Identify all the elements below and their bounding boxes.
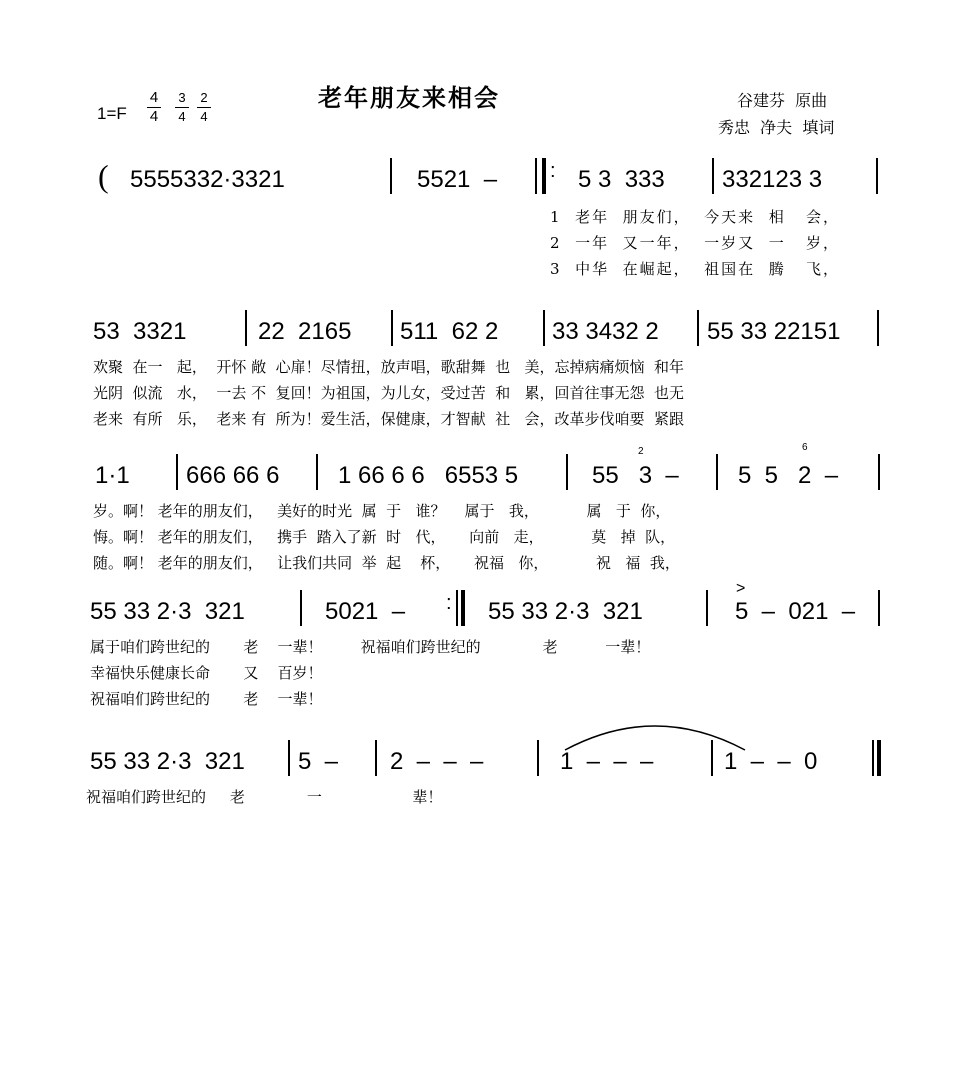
s1-measure-4: 332123 3 <box>722 166 823 193</box>
s2-measure-4: 33 3432 2 <box>552 318 659 345</box>
tie-arc <box>560 714 750 754</box>
s4-lyric-verse-1: 属于咱们跨世纪的 老 一辈！ 祝福咱们跨世纪的 老 一辈！ <box>90 638 651 656</box>
s5-measure-5: 1 – – 0 <box>724 748 818 775</box>
repeat-start-bar <box>542 158 546 194</box>
time-signature-4-4: 4 4 <box>147 90 161 125</box>
s2-measure-3: 511 62 2 <box>400 318 499 345</box>
barline <box>375 740 377 776</box>
s1-measure-3: 5 3 333 <box>578 166 665 193</box>
s3-measure-5: 5 5 2 – <box>738 462 839 489</box>
barline <box>245 310 247 346</box>
s5-lyric-verse-1: 祝福咱们跨世纪的 老 一 辈！ <box>86 788 443 806</box>
s5-measure-3: 2 – – – <box>390 748 484 775</box>
barline <box>878 590 880 626</box>
s4-lyric-verse-3: 祝福咱们跨世纪的 老 一辈！ <box>90 690 323 708</box>
time-signature-2-4: 2 4 <box>197 90 211 125</box>
opening-paren: ( <box>98 158 109 194</box>
s5-measure-2: 5 – <box>298 748 339 775</box>
s2-measure-1: 53 3321 <box>93 318 187 345</box>
time-signature-3-4: 3 4 <box>175 90 189 125</box>
barline <box>877 310 879 346</box>
composer-credit: 谷建芬 原曲 <box>737 91 828 110</box>
barline <box>876 158 878 194</box>
accent-mark: > <box>736 580 746 597</box>
barline <box>566 454 568 490</box>
s2-lyric-verse-2: 光阴 似流 水， 一去 不 复回！为祖国，为儿女，受过苦 和 累，回首往事无怨 也无 <box>93 384 685 402</box>
s1-measure-2: 5521 – <box>417 166 498 193</box>
s4-measure-3: 55 33 2·3 321 <box>488 598 643 625</box>
grace-note-6: 6 <box>802 442 808 453</box>
final-barline-thick <box>877 740 881 776</box>
s1-lyric-verse-3: 3 中华 在崛起， 祖国在 腾 飞， <box>550 260 840 278</box>
repeat-dots: : <box>446 592 452 614</box>
final-barline-thin <box>872 740 874 776</box>
s2-lyric-verse-1: 欢聚 在一 起， 开怀 敞 心扉！尽情扭，放声唱，歌甜舞 也 美，忘掉病痛烦恼 和年 <box>93 358 685 376</box>
barline <box>697 310 699 346</box>
repeat-dots: : <box>550 160 556 182</box>
barline <box>300 590 302 626</box>
s4-measure-2: 5021 – <box>325 598 406 625</box>
barline <box>391 310 393 346</box>
key-signature: 1=F <box>97 104 127 123</box>
s4-measure-1: 55 33 2·3 321 <box>90 598 245 625</box>
s1-measure-1: 5555332·3321 <box>130 166 285 193</box>
barline <box>390 158 392 194</box>
repeat-end-bar <box>535 158 537 194</box>
barline <box>543 310 545 346</box>
s3-lyric-verse-2: 悔。啊！ 老年的朋友们， 携手 踏入了新 时 代， 向前 走， 莫 掉 队， <box>93 528 676 546</box>
s3-lyric-verse-1: 岁。啊！ 老年的朋友们， 美好的时光 属 于 谁？ 属于 我， 属 于 你， <box>93 502 671 520</box>
barline <box>706 590 708 626</box>
barline <box>288 740 290 776</box>
s4-measure-4: 5 – 021 – <box>735 598 856 625</box>
s3-lyric-verse-3: 随。啊！ 老年的朋友们， 让我们共同 举 起 杯， 祝福 你， 祝 福 我， <box>93 554 680 572</box>
s2-lyric-verse-3: 老来 有所 乐， 老来 有 所为！爱生活，保健康，才智献 社 会，改革步伐咱要 紧跟 <box>93 410 685 428</box>
s3-measure-3: 1 66 6 6 6553 5 <box>338 462 519 489</box>
barline <box>878 454 880 490</box>
s5-measure-1: 55 33 2·3 321 <box>90 748 245 775</box>
barline <box>537 740 539 776</box>
barline <box>176 454 178 490</box>
barline <box>712 158 714 194</box>
s1-lyric-verse-2: 2 一年 又一年， 一岁又 一 岁， <box>550 234 840 252</box>
s4-lyric-verse-2: 幸福快乐健康长命 又 百岁！ <box>90 664 323 682</box>
s1-lyric-verse-1: 1 老年 朋友们， 今天来 相 会， <box>550 208 840 226</box>
s3-measure-1: 1·1 <box>95 462 130 489</box>
s5-measure-4: 1 – – – <box>560 748 654 775</box>
s2-measure-2: 22 2165 <box>258 318 352 345</box>
grace-note-2: 2 <box>638 446 644 457</box>
repeat-end-bar <box>456 590 458 626</box>
song-title: 老年朋友来相会 <box>318 84 500 112</box>
repeat-end-bar-thick <box>461 590 465 626</box>
lyricist-credit: 秀忠 净夫 填词 <box>718 118 835 137</box>
barline <box>316 454 318 490</box>
s3-measure-4: 55 3 – <box>592 462 679 489</box>
s2-measure-5: 55 33 22151 <box>707 318 841 345</box>
barline <box>716 454 718 490</box>
s3-measure-2: 666 66 6 <box>186 462 280 489</box>
